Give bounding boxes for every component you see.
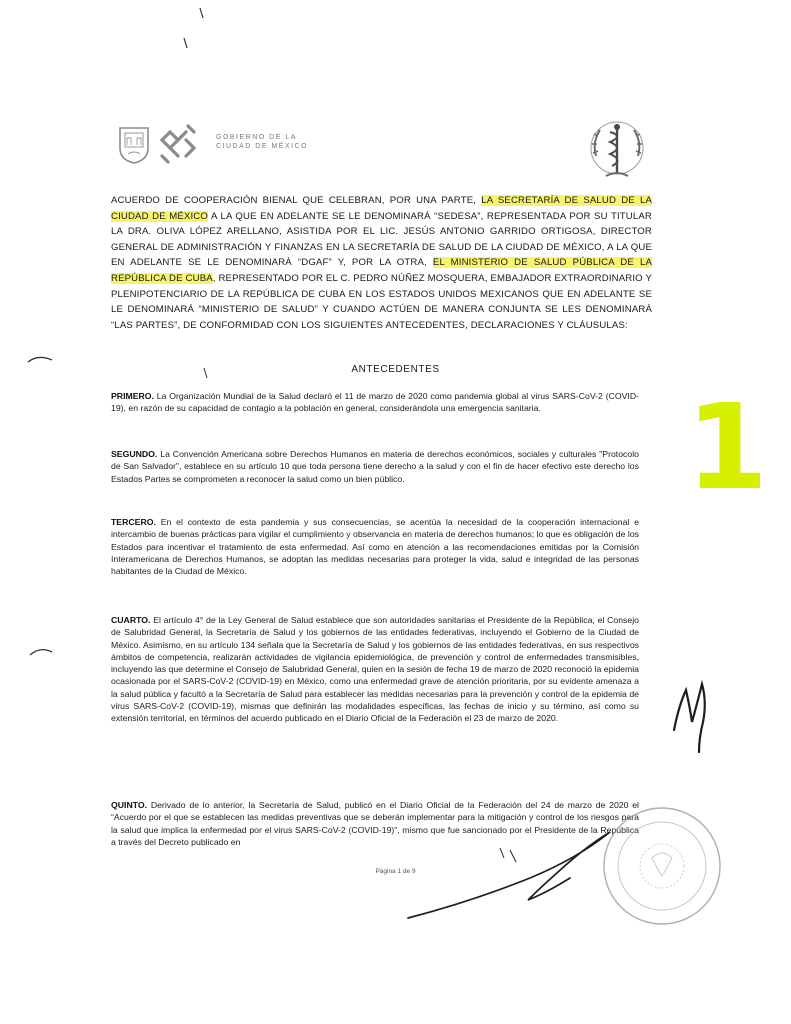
section-heading: ANTECEDENTES (351, 364, 440, 375)
paragraph-label: QUINTO. (111, 800, 148, 810)
government-line-2: CIUDAD DE MÉXICO (216, 143, 309, 150)
page-number: Página 1 de 9 (375, 868, 416, 875)
government-line-1: GOBIERNO DE LA (216, 134, 297, 141)
paragraph-text: La Convención Americana sobre Derechos Humanos en materia de derechos económicos, sociales y culturales "Protocolo de San Salvador", establece en su artículo 10 que toda persona tiene derecho a la salud y con el fin de hacer efectivo este derecho los Estados Partes se comprometen a reconocer la salud como un bien público. (111, 449, 639, 484)
paragraph-label: CUARTO. (111, 615, 151, 625)
annotation-number: 1 (686, 378, 769, 516)
paragraph-label: SEGUNDO. (111, 449, 158, 459)
highlighted-party-sedesa: LA SECRETARÍA DE SALUD DE LA CIUDAD DE MÉXICO (111, 195, 652, 222)
paragraph-label: PRIMERO. (111, 391, 154, 401)
paragraph-text: Derivado de lo anterior, la Secretaría de Salud, publicó en el Diario Oficial de la Federación del 24 de marzo de 2020 el “Acuerdo por el que se establecen las medidas preventivas que se deberán implementar para la mitigación y control de los riesgos para la salud que implica la enfermedad por el virus SARS-CoV-2 (COVID-19)”, mismo que fue sancionado por el Presidente de la República a través del Decreto publicado en (111, 800, 639, 847)
opening-text-part-3: , REPRESENTADO POR EL C. PEDRO NÚÑEZ MOSQUERA, EMBAJADOR EXTRAORDINARIO Y PLENIPOTENCIARIO DE LA REPÚBLICA DE CUBA EN LOS ESTADOS UNIDOS MEXICANOS QUE EN ADELANTE SE LE DENOMINARÁ “MINISTERIO DE SALUD” Y CUANDO ACTÚEN DE MANERA CONJUNTA SE LES DENOMINARÁ “LAS PARTES”, DE CONFORMIDAD CON LOS SIGUIENTES ANTECEDENTES, DECLARACIONES Y CLÁUSULAS: (111, 272, 653, 331)
opening-text-part-1: ACUERDO DE COOPERACIÓN BIENAL QUE CELEBRAN, POR UNA PARTE, (111, 195, 482, 206)
paragraph-text: El artículo 4° de la Ley General de Salud establece que son autoridades sanitarias el Presidente de la República, el Consejo de Salubridad General, la Secretaría de Salud y los gobiernos de las entidades federativas, incluyendo el Gobierno de la Ciudad de México. Asimismo, en su artículo 134 señala que la Secretaría de Salud y los gobiernos de las entidades federativas, en sus respectivos ámbitos de competencia, realizarán actividades de vigilancia epidemiológica, de prevención y control de enfermedades transmisibles, incluyendo las que determine el Consejo de Salubridad General, quien en la sesión de fecha 19 de marzo de 2020 reconoció la epidemia ocasionada por el SARS-CoV-2 (COVID-19) en México, como una enfermedad grave de atención prioritaria, por su evidente amenaza a la salud pública y facultó a la Secretaría de Salud para establecer las medidas necesarias para la prevención y control de la epidemia de virus SARS-CoV-2 (COVID-19), mismas que definirán las modalidades específicas, las fechas de inicio y su término, así como su extensión territorial, en términos del acuerdo publicado en el Diario Oficial de la Federación el 23 de marzo de 2020. (111, 615, 639, 724)
paragraph-label: TERCERO. (111, 517, 156, 527)
paragraph-text: En el contexto de esta pandemia y sus consecuencias, se acentúa la necesidad de la cooperación internacional e intercambio de buenas prácticas para vigilar el cumplimiento y observancia en materia de derechos humanos; lo que es obligación de los Estados para incentivar el tratamiento de esta enfermedad. Así como en atención a las recomendaciones emitidas por la Comisión Interamericana de Derechos Humanos, se adoptan las medidas necesarias para proteger la vida, salud e integridad de las personas habitantes de la Ciudad de México. (111, 517, 639, 577)
paragraph-text: La Organización Mundial de la Salud declaró el 11 de marzo de 2020 como pandemia global al virus SARS-CoV-2 (COVID-19), en razón de su capacidad de contagio a la población en general, considerándola una emergencia sanitaria. (111, 391, 639, 414)
opening-text-part-2: A LA QUE EN ADELANTE SE LE DENOMINARÁ “SEDESA”, REPRESENTADA POR SU TITULAR LA DRA. OLIVA LÓPEZ ARELLANO, ASISTIDA POR EL LIC. JESÚS ANTONIO GARRIDO ORTIGOSA, DIRECTOR GENERAL DE ADMINISTRACIÓN Y FINANZAS EN LA SECRETARÍA DE SALUD DE LA CIUDAD DE MÉXICO, A LA QUE EN ADELANTE SE LE DENOMINARÁ “DGAF” Y, POR LA OTRA, (111, 210, 653, 269)
highlighted-party-minsap-cuba: EL MINISTERIO DE SALUD PÚBLICA DE LA REPÚBLICA DE CUBA (111, 257, 653, 284)
